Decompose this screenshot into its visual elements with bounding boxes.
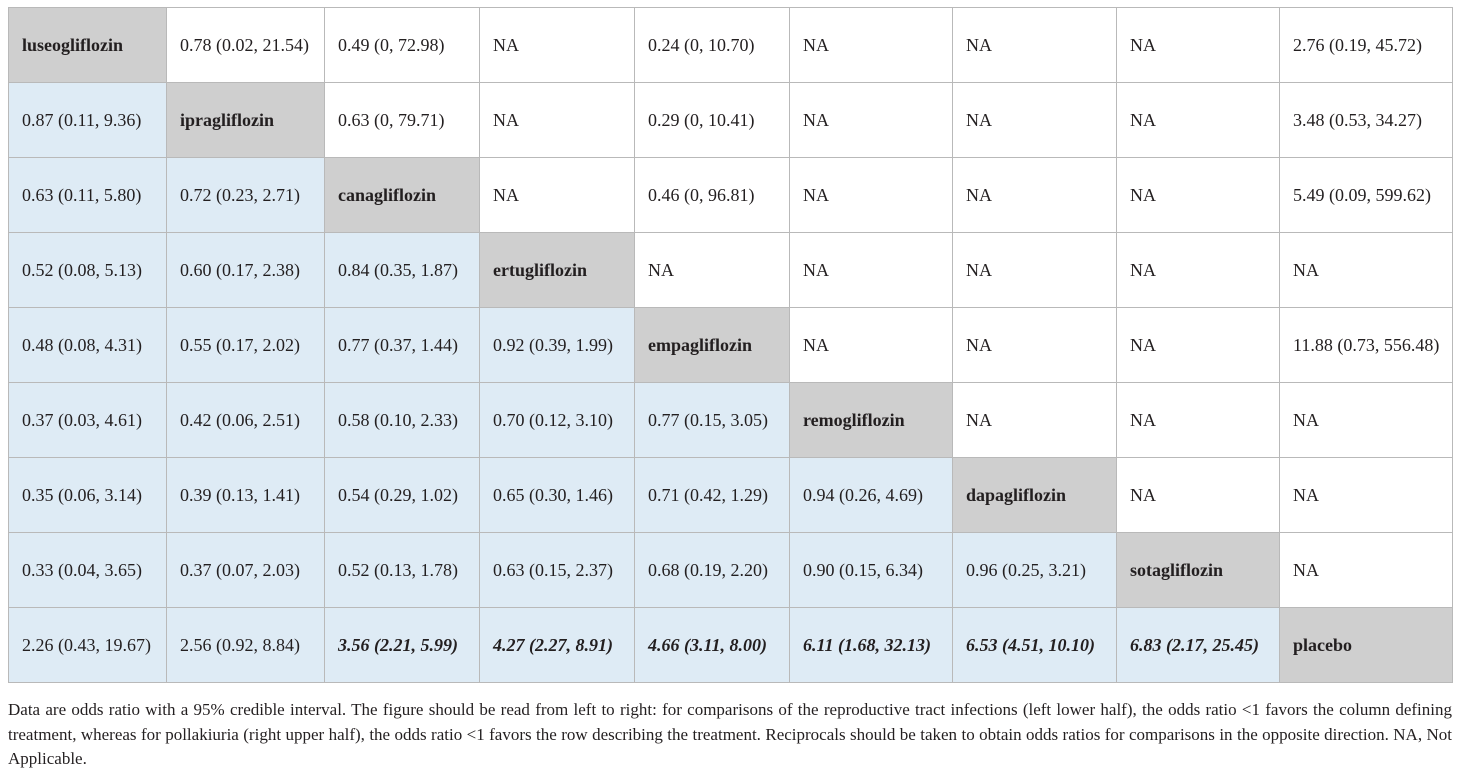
lower-odds-ratio-cell: 0.77 (0.37, 1.44) [325,308,480,383]
table-row [9,233,1453,308]
upper-odds-ratio-cell: NA [1117,383,1280,458]
lower-odds-ratio-cell: 0.63 (0.15, 2.37) [480,533,635,608]
upper-odds-ratio-cell: NA [480,158,635,233]
lower-odds-ratio-cell: 0.52 (0.13, 1.78) [325,533,480,608]
table-row [9,83,1453,158]
lower-odds-ratio-cell: 0.90 (0.15, 6.34) [790,533,953,608]
league-table [8,7,1453,683]
upper-odds-ratio-cell: NA [1280,233,1453,308]
upper-odds-ratio-cell: 0.24 (0, 10.70) [635,8,790,83]
lower-odds-ratio-cell: 0.58 (0.10, 2.33) [325,383,480,458]
lower-odds-ratio-cell: 4.27 (2.27, 8.91) [480,608,635,683]
lower-odds-ratio-cell: 0.71 (0.42, 1.29) [635,458,790,533]
treatment-label-cell: ertugliflozin [480,233,635,308]
lower-odds-ratio-cell: 0.52 (0.08, 5.13) [9,233,167,308]
upper-odds-ratio-cell: NA [1117,308,1280,383]
lower-odds-ratio-cell: 0.87 (0.11, 9.36) [9,83,167,158]
lower-odds-ratio-cell: 6.83 (2.17, 25.45) [1117,608,1280,683]
upper-odds-ratio-cell: NA [1117,158,1280,233]
upper-odds-ratio-cell: NA [790,83,953,158]
upper-odds-ratio-cell: NA [953,383,1117,458]
upper-odds-ratio-cell: 3.48 (0.53, 34.27) [1280,83,1453,158]
treatment-label-cell: dapagliflozin [953,458,1117,533]
upper-odds-ratio-cell: NA [953,83,1117,158]
lower-odds-ratio-cell: 0.39 (0.13, 1.41) [167,458,325,533]
lower-odds-ratio-cell: 0.42 (0.06, 2.51) [167,383,325,458]
table-row [9,533,1453,608]
lower-odds-ratio-cell: 0.68 (0.19, 2.20) [635,533,790,608]
table-row [9,608,1453,683]
lower-odds-ratio-cell: 0.65 (0.30, 1.46) [480,458,635,533]
table-row [9,308,1453,383]
upper-odds-ratio-cell: NA [790,233,953,308]
lower-odds-ratio-cell: 0.70 (0.12, 3.10) [480,383,635,458]
table-row [9,383,1453,458]
treatment-label-cell: remogliflozin [790,383,953,458]
upper-odds-ratio-cell: NA [953,233,1117,308]
lower-odds-ratio-cell: 0.55 (0.17, 2.02) [167,308,325,383]
table-row [9,8,1453,83]
upper-odds-ratio-cell: NA [635,233,790,308]
league-table-container [8,7,1452,683]
upper-odds-ratio-cell: NA [1280,533,1453,608]
lower-odds-ratio-cell: 0.37 (0.03, 4.61) [9,383,167,458]
lower-odds-ratio-cell: 0.35 (0.06, 3.14) [9,458,167,533]
lower-odds-ratio-cell: 0.33 (0.04, 3.65) [9,533,167,608]
lower-odds-ratio-cell: 0.84 (0.35, 1.87) [325,233,480,308]
upper-odds-ratio-cell: NA [1117,233,1280,308]
upper-odds-ratio-cell: 2.76 (0.19, 45.72) [1280,8,1453,83]
treatment-label-cell: placebo [1280,608,1453,683]
lower-odds-ratio-cell: 0.37 (0.07, 2.03) [167,533,325,608]
lower-odds-ratio-cell: 2.56 (0.92, 8.84) [167,608,325,683]
upper-odds-ratio-cell: NA [953,308,1117,383]
treatment-label-cell: canagliflozin [325,158,480,233]
upper-odds-ratio-cell: NA [790,158,953,233]
lower-odds-ratio-cell: 0.77 (0.15, 3.05) [635,383,790,458]
upper-odds-ratio-cell: NA [1117,458,1280,533]
upper-odds-ratio-cell: 0.78 (0.02, 21.54) [167,8,325,83]
upper-odds-ratio-cell: 0.46 (0, 96.81) [635,158,790,233]
lower-odds-ratio-cell: 6.11 (1.68, 32.13) [790,608,953,683]
lower-odds-ratio-cell: 0.92 (0.39, 1.99) [480,308,635,383]
table-footnote: Data are odds ratio with a 95% credible interval. The figure should be read from left to right: for comparisons of the reproductive tract infections (left lower half), the odds ratio <1 favors the column defining treatment, whereas for pollakiuria (right upper half), the odds ratio <1 favors the row describing the treatment. Reciprocals should be taken to obtain odds ratios for comparisons in the opposite direction. NA, Not Applicable. [8,700,1452,768]
upper-odds-ratio-cell: NA [953,158,1117,233]
upper-odds-ratio-cell: NA [1280,458,1453,533]
table-row [9,158,1453,233]
treatment-label-cell: luseogliflozin [9,8,167,83]
lower-odds-ratio-cell: 0.63 (0.11, 5.80) [9,158,167,233]
lower-odds-ratio-cell: 0.60 (0.17, 2.38) [167,233,325,308]
treatment-label-cell: empagliflozin [635,308,790,383]
lower-odds-ratio-cell: 6.53 (4.51, 10.10) [953,608,1117,683]
upper-odds-ratio-cell: NA [1117,8,1280,83]
upper-odds-ratio-cell: 0.63 (0, 79.71) [325,83,480,158]
lower-odds-ratio-cell: 0.94 (0.26, 4.69) [790,458,953,533]
lower-odds-ratio-cell: 4.66 (3.11, 8.00) [635,608,790,683]
upper-odds-ratio-cell: 11.88 (0.73, 556.48) [1280,308,1453,383]
upper-odds-ratio-cell: 0.29 (0, 10.41) [635,83,790,158]
treatment-label-cell: sotagliflozin [1117,533,1280,608]
lower-odds-ratio-cell: 0.54 (0.29, 1.02) [325,458,480,533]
upper-odds-ratio-cell: NA [790,308,953,383]
upper-odds-ratio-cell: 5.49 (0.09, 599.62) [1280,158,1453,233]
lower-odds-ratio-cell: 3.56 (2.21, 5.99) [325,608,480,683]
upper-odds-ratio-cell: NA [480,83,635,158]
upper-odds-ratio-cell: NA [790,8,953,83]
upper-odds-ratio-cell: NA [1117,83,1280,158]
lower-odds-ratio-cell: 0.72 (0.23, 2.71) [167,158,325,233]
upper-odds-ratio-cell: NA [953,8,1117,83]
lower-odds-ratio-cell: 0.48 (0.08, 4.31) [9,308,167,383]
upper-odds-ratio-cell: NA [1280,383,1453,458]
treatment-label-cell: ipragliflozin [167,83,325,158]
table-row [9,458,1453,533]
lower-odds-ratio-cell: 2.26 (0.43, 19.67) [9,608,167,683]
upper-odds-ratio-cell: NA [480,8,635,83]
lower-odds-ratio-cell: 0.96 (0.25, 3.21) [953,533,1117,608]
upper-odds-ratio-cell: 0.49 (0, 72.98) [325,8,480,83]
